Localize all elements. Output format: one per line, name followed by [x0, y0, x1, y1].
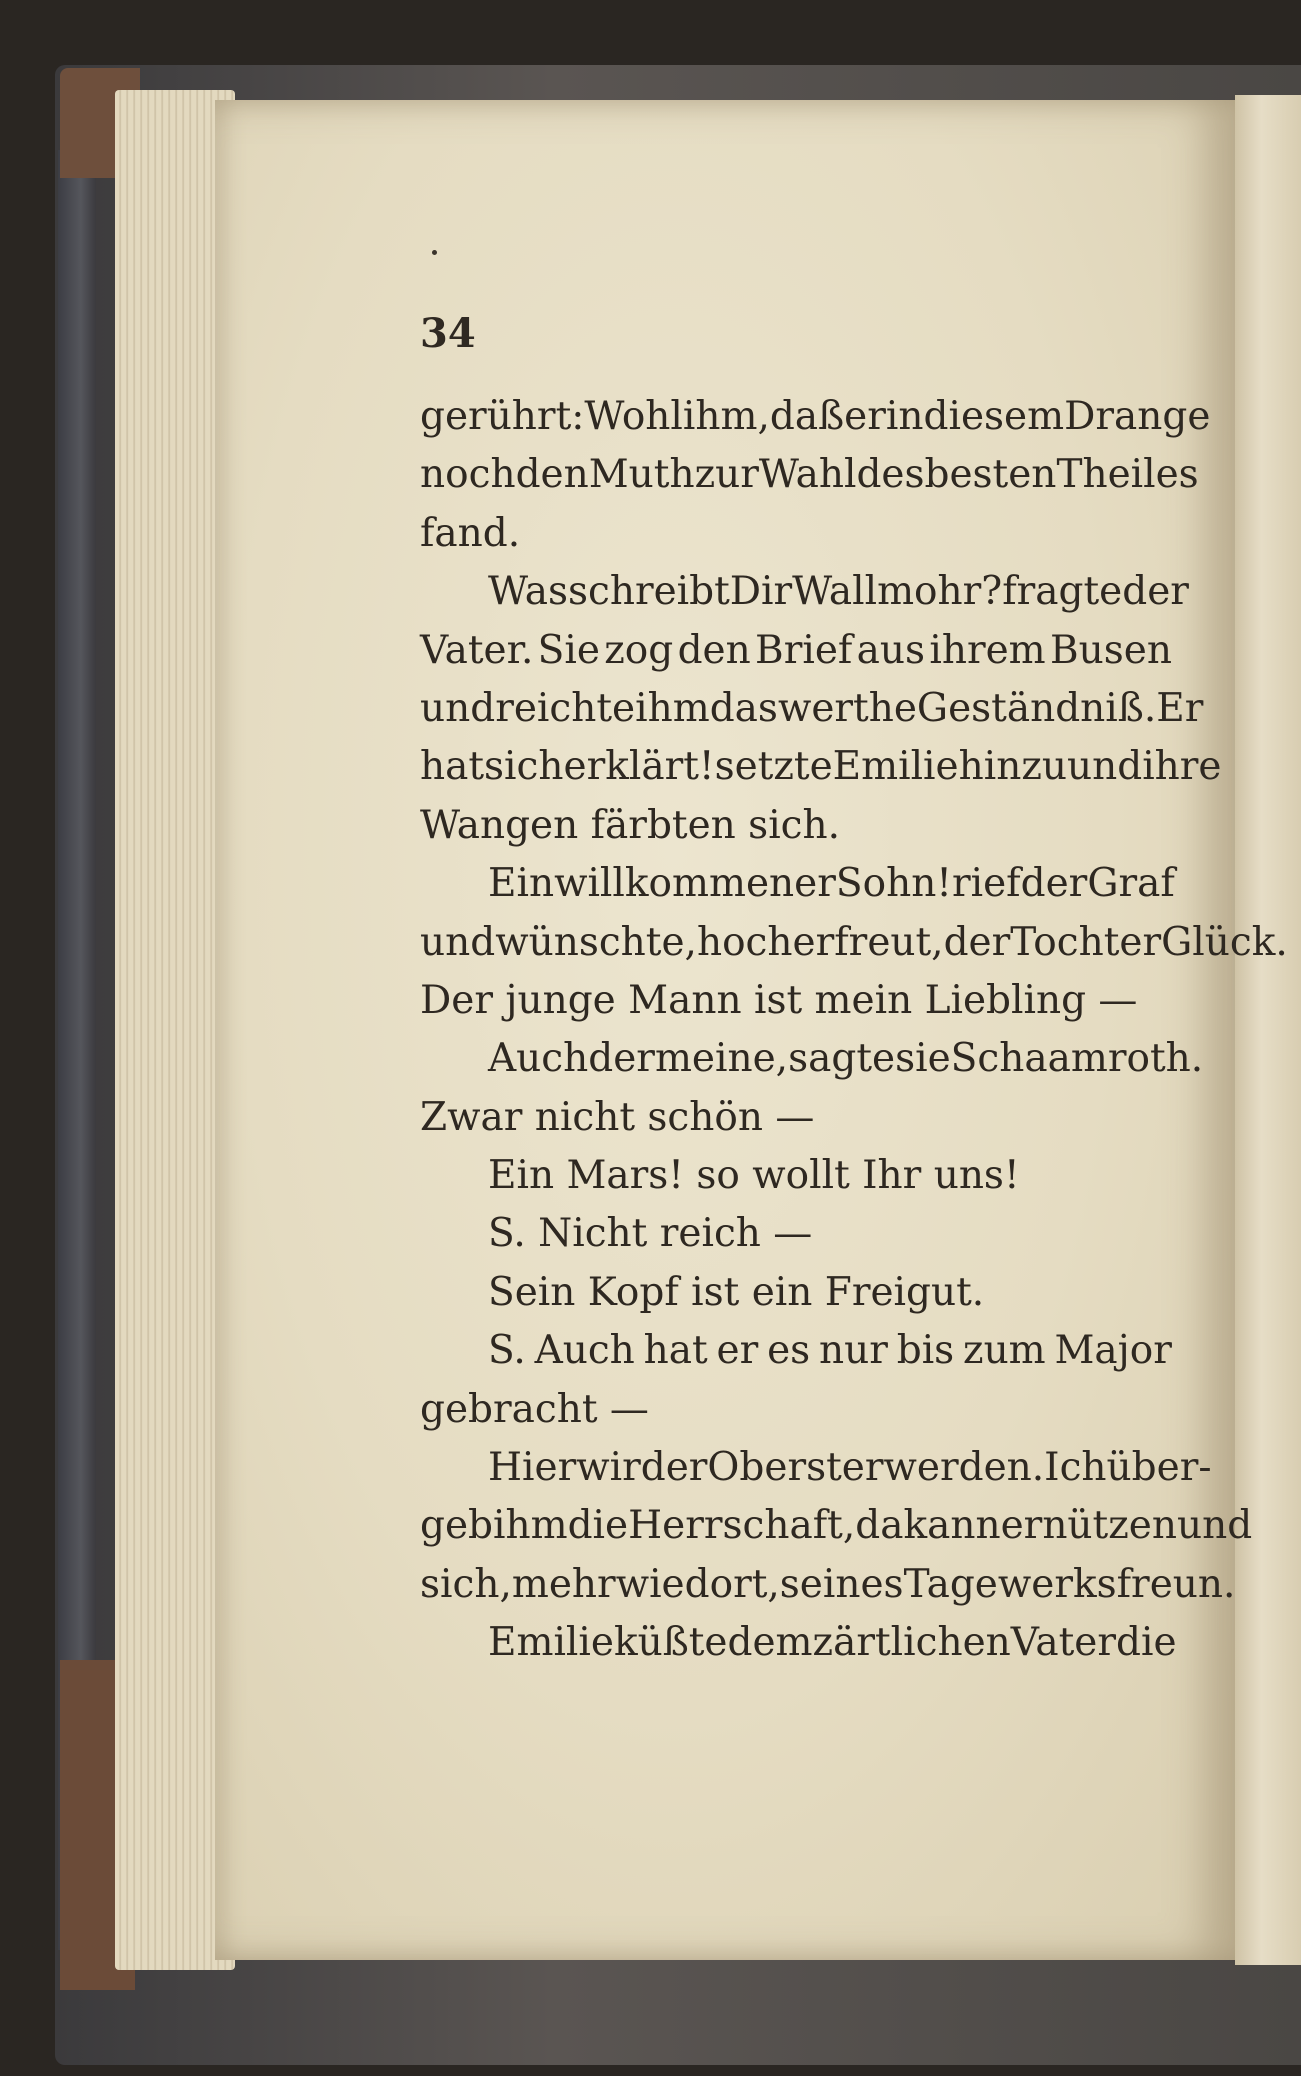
text-line: S. Auch hat er es nur bis zum Major: [488, 1328, 1172, 1374]
facing-page-edge: [1235, 95, 1301, 1965]
text-line: sich, mehr wie dort, seines Tagewerks freun.: [420, 1561, 1236, 1607]
page-number: 34: [420, 310, 476, 357]
text-line: Sein Kopf ist ein Freigut.: [488, 1269, 985, 1315]
text-line: Ein Mars! so wollt Ihr uns!: [488, 1153, 1020, 1199]
text-line: Der junge Mann ist mein Liebling —: [420, 977, 1138, 1023]
text-line: noch den Muth zur Wahl des besten Theiles: [420, 452, 1199, 498]
text-line: Ein willkommener Sohn! rief der Graf: [488, 861, 1175, 907]
text-line: Hier wird er Oberster werden. Ich über-: [488, 1445, 1212, 1491]
text-line: und wünschte, hoch erfreut, der Tochter Glück.: [420, 919, 1288, 965]
text-line: Was schreibt Dir Wallmohr? fragte der: [488, 569, 1189, 615]
text-line: Vater. Sie zog den Brief aus ihrem Busen: [420, 627, 1172, 673]
page-text: [420, 388, 1288, 1673]
text-line: und reichte ihm das werthe Geständniß. Er: [420, 685, 1204, 731]
text-line: Zwar nicht schön —: [420, 1094, 815, 1140]
text-line: fand.: [420, 510, 521, 556]
text-line: S. Nicht reich —: [488, 1211, 813, 1257]
text-line: gebracht —: [420, 1386, 649, 1432]
text-line: hat sich erklärt! setzte Emilie hinzu und ihre: [420, 744, 1222, 790]
text-line: gerührt: Wohl ihm, daß er in diesem Drange: [420, 394, 1211, 439]
text-line: Auch der meine, sagte sie Schaamroth.: [488, 1036, 1204, 1082]
ink-speck: [432, 250, 437, 255]
text-line: Wangen färbten sich.: [420, 802, 841, 848]
text-line: Emilie küßte dem zärtlichen Vater die: [488, 1620, 1177, 1666]
text-line: geb ihm die Herrschaft, da kann er nützen und: [420, 1503, 1253, 1549]
